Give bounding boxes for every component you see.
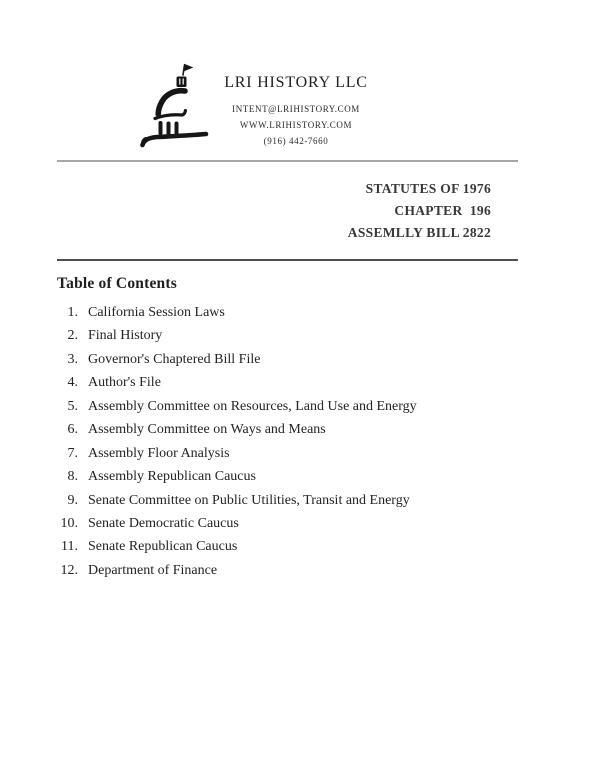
toc-item-label: Senate Democratic Caucus	[88, 515, 239, 531]
toc-item	[46, 563, 526, 586]
toc-item	[46, 399, 526, 422]
toc-item-number: 9.	[67, 492, 78, 508]
toc-item-number: 6.	[67, 422, 78, 438]
company-name: LRI HISTORY LLC	[224, 74, 368, 91]
toc-item	[46, 493, 526, 516]
chapter-line: CHAPTER 196	[394, 203, 491, 218]
toc-item-number: 7.	[67, 445, 78, 461]
toc-item	[46, 539, 526, 562]
toc-item-label: Governor's Chaptered Bill File	[88, 351, 261, 367]
toc-item-label: Department of Finance	[88, 562, 218, 578]
toc-item	[46, 446, 526, 469]
toc-item	[46, 469, 526, 492]
divider-top	[57, 160, 518, 162]
toc-item-label: Author's File	[88, 375, 161, 391]
toc-item	[46, 375, 526, 398]
toc-item-label: Final History	[88, 328, 163, 344]
toc-item-number: 11.	[61, 539, 78, 555]
toc-item-label: Senate Committee on Public Utilities, Transit and Energy	[88, 492, 410, 508]
company-website: WWW.LRIHISTORY.COM	[239, 120, 353, 130]
toc-item-number: 3.	[67, 351, 78, 367]
toc-item-label: Assembly Republican Caucus	[88, 469, 256, 485]
toc-item-number: 8.	[67, 469, 78, 485]
toc-item-number: 2.	[67, 328, 78, 344]
toc-item-number: 5.	[67, 398, 78, 414]
toc-item-number: 1.	[67, 305, 78, 320]
toc-item	[46, 328, 526, 351]
toc-item-number: 12.	[60, 562, 78, 578]
toc-item	[46, 305, 526, 328]
toc-title: Table of Contents	[57, 275, 177, 292]
toc-item	[46, 422, 526, 445]
statutes-line: STATUTES OF 1976	[365, 181, 491, 196]
toc-item	[46, 516, 526, 539]
bill-line: ASSEMLLY BILL 2822	[347, 225, 491, 240]
toc-item-number: 10.	[60, 515, 78, 531]
toc-item-label: California Session Laws	[88, 305, 225, 320]
toc-item	[46, 352, 526, 375]
case-header	[348, 178, 491, 244]
toc-item-label: Assembly Floor Analysis	[88, 445, 230, 461]
toc-item-number: 4.	[67, 375, 78, 391]
toc-item-label: Assembly Committee on Resources, Land Use and Energy	[88, 398, 417, 414]
company-phone: (916) 442-7660	[263, 136, 329, 146]
company-email: INTENT@LRIHISTORY.COM	[232, 104, 360, 114]
divider-bottom	[57, 259, 518, 261]
toc-list	[46, 305, 526, 586]
company-header	[186, 74, 406, 149]
toc-item-label: Senate Republican Caucus	[88, 539, 238, 555]
toc-item-label: Assembly Committee on Ways and Means	[88, 422, 326, 438]
